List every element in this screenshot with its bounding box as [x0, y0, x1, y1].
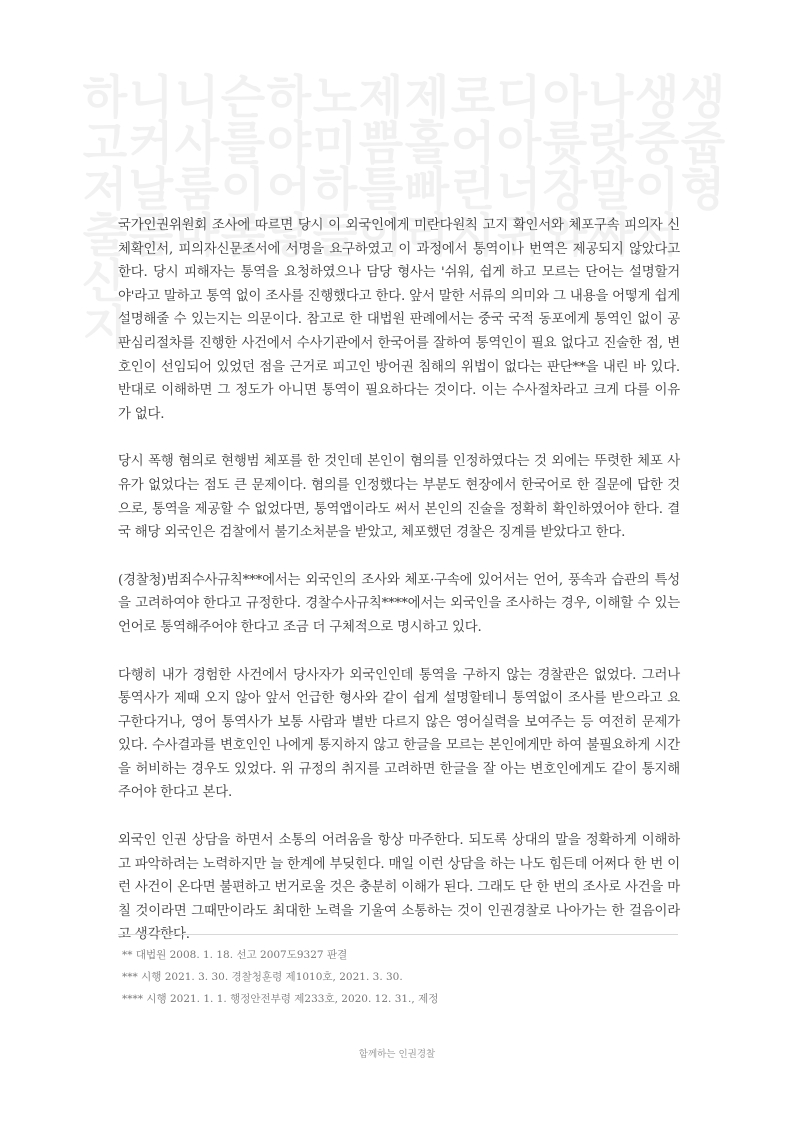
watermark-column: 노미하들	[312, 70, 358, 262]
article-body	[118, 214, 680, 971]
body-paragraph: 당시 폭행 혐의로 현행범 체포를 한 것인데 본인이 혐의를 인정하였다는 것 외에는 뚜렷한 체포 사유가 없었다는 점도 큰 문제이다. 혐의를 인정했다는 부분도 현장에서 한국어로 한 질문에 답한 것으로, 통역을 제공할 수 없었다면, 통역앱이라도 써서 본인의 진술을 정확히 확인하였어야 한다. 결국 해당 외국인은 검찰에서 불기소처분을 받았고, 체포했던 경찰은 징계를 받았다고 한다.	[118, 454, 680, 541]
watermark-column: 생줍형	[680, 70, 726, 216]
watermark-column: 아륫장와	[542, 70, 588, 262]
watermark-column: 하야어닿	[266, 70, 312, 262]
watermark-column: 생중이서	[634, 70, 680, 262]
body-paragraph: 국가인권위원회 조사에 따르면 당시 이 외국인에게 미란다원칙 고지 확인서와 체포구속 피의자 신체확인서, 피의자신문조서에 서명을 요구하였고 이 과정에서 통역이나 번역은 제공되지 않았다고 한다. 당시 피해자는 통역을 요청하였으나 담당 형사는 '쉬워, 쉽게 하고 모르는 단어는 설명할거야'라고 말하고 통역 없이 조사를 진행했다고 한다. 앞서 말한 서류의 의미와 그 내용을 어떻게 쉽게 설명해줄 수 있는지는 의문이다. 참고로 한 대법원 판례에서는 중국 국적 동포에게 통역인 없이 공판심리절차를 진행한 사건에서 수사기관에서 한국어를 잘하여 통역인이 필요 없다고 진술한 점, 변호인이 선임되어 있었던 점을 근거로 피고인 방어권 침해의 위법이 없다는 판단**을 내린 바 있다. 반대로 이해하면 그 정도가 아니면 통역이 필요하다는 것이다. 이는 수사절차라고 크게 다를 이유가 없다.	[118, 218, 680, 422]
body-paragraph: 외국인 인권 상담을 하면서 소통의 어려움을 항상 마주한다. 되도록 상대의 말을 정확하게 이해하고 파악하려는 노력하지만 늘 한계에 부딪힌다. 매일 이런 상담을 하는 나도 힘든데 어쩌다 한 번 이런 사건이 온다면 불편하고 번거로울 것은 충분히 이해가 된다. 그래도 단 한 번의 조사로 사건을 마칠 것이라면 그때만이라도 최대한 노력을 기울여 소통하는 것이 인권경찰로 나아가는 한 걸음이라고 생각한다.	[118, 833, 680, 943]
watermark-column: 슨를이롭	[220, 70, 266, 262]
watermark-column: 제쁨틀이	[358, 70, 404, 262]
watermark-column: 디아너귀	[496, 70, 542, 262]
body-paragraph: (경찰청)범죄수사규칙***에서는 외국인의 조사와 체포·구속에 있어서는 언어, 풍속과 습관의 특성을 고려하여야 한다고 규정한다. 경찰수사규칙****에서는 외국인을 조사하는 경우, 이해할 수 있는 언어로 통역해주어야 한다고 조금 더 구체적으로 명시하고 있다.	[118, 572, 680, 635]
watermark-column: 나랏말싸	[588, 70, 634, 262]
footnotes	[122, 944, 662, 1010]
footnote: *** 시행 2021. 3. 30. 경찰청훈령 제1010호, 2021. 3. 30.	[122, 971, 403, 983]
watermark-column: 니사룸마	[174, 70, 220, 262]
body-paragraph: 다행히 내가 경험한 사건에서 당사자가 외국인인데 통역을 구하지 않는 경찰관은 없었다. 그러나 통역사가 제때 오지 않아 앞서 언급한 형사와 같이 쉽게 설명할테니 통역없이 조사를 받으라고 요구한다거나, 영어 통역사가 보통 사람과 별반 다르지 않은 영어실력을 보여주는 등 여전히 문제가 있다. 수사결과를 변호인인 나에게 통지하지 않고 한글을 모르는 본인에게만 하여 불필요하게 시간을 허비하는 경우도 있었다. 위 규정의 취지를 고려하면 한글을 잘 아는 변호인에게도 같이 통지해주어야 한다고 본다.	[118, 667, 680, 801]
watermark-column: 제홀빠리	[404, 70, 450, 262]
page-footer: 함께하는 인권경찰	[358, 1049, 436, 1060]
watermark-column: 로어린시	[450, 70, 496, 262]
footnote: ** 대법원 2008. 1. 18. 선고 2007도9327 판결	[122, 949, 348, 961]
watermark-column: 하고저출산지	[82, 70, 128, 354]
footnote-divider	[118, 934, 678, 935]
footnote: **** 시행 2021. 1. 1. 행정안전부령 제233호, 2020. 12. 31., 제정	[122, 993, 439, 1005]
watermark-column: 니커날룸	[128, 70, 174, 262]
